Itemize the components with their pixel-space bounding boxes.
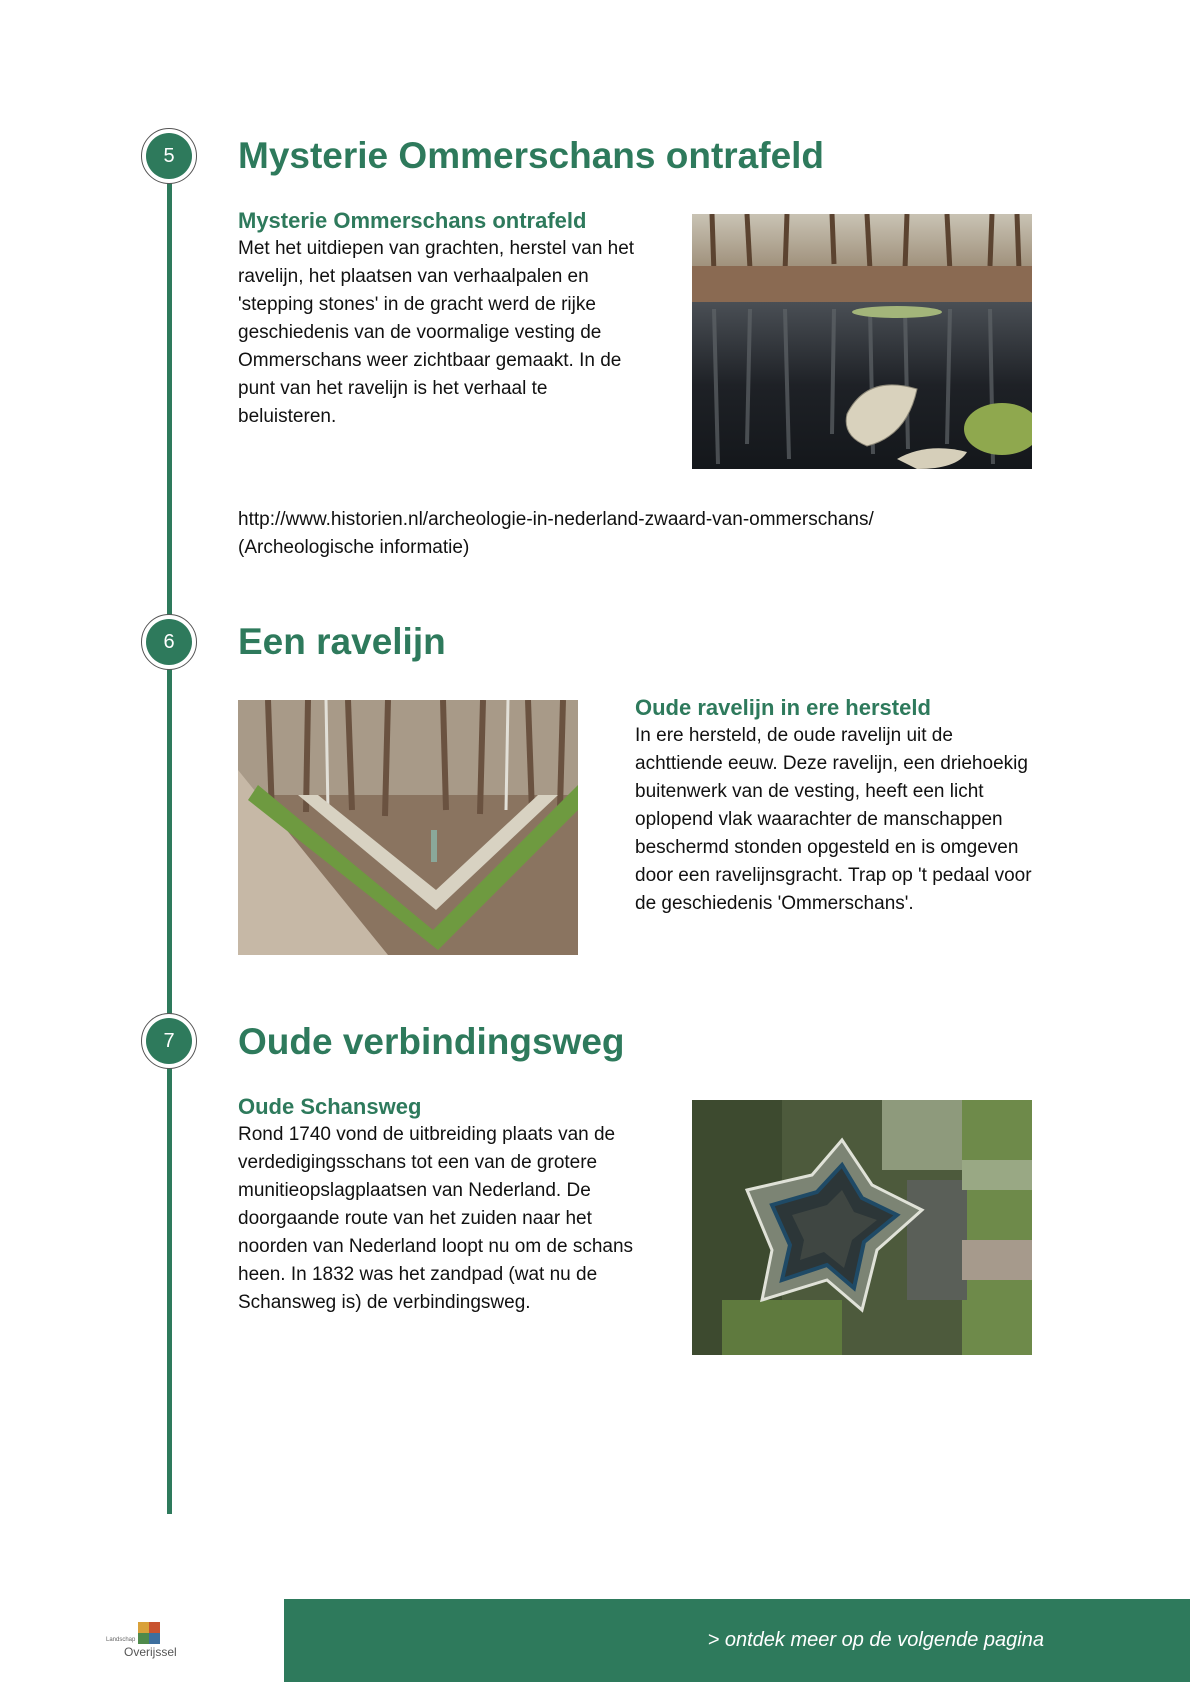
section-text-block — [635, 694, 1035, 918]
logo-text-small: Landschap — [106, 1637, 136, 1643]
step-number: 7 — [146, 1018, 192, 1064]
step-number: 5 — [146, 133, 192, 179]
photo-aerial-fortress — [692, 1100, 1032, 1355]
photo-ravelin — [238, 700, 578, 955]
photo-moat-stepping-stones — [692, 214, 1032, 469]
section-body: In ere hersteld, de oude ravelijn uit de achttiende eeuw. Deze ravelijn, een driehoekig buitenwerk van de vesting, heeft een licht oplopend vlak waarachter de manschappen beschermd stonden opgesteld en is omgeven door een ravelijnsgracht. Trap op 't pedaal voor de geschiedenis 'Ommerschans'. — [635, 725, 1032, 914]
footer-bar — [284, 1599, 1190, 1682]
next-page-hint: > ontdek meer op de volgende pagina — [707, 1629, 1044, 1651]
step-number: 6 — [146, 619, 192, 665]
step-marker-5 — [141, 128, 197, 184]
section-title: Een ravelijn — [238, 621, 446, 662]
logo-emblem-icon — [138, 1622, 160, 1644]
section-subtitle: Oude ravelijn in ere hersteld — [635, 695, 931, 720]
archaeology-link[interactable]: http://www.historien.nl/archeologie-in-nederland-zwaard-van-ommerschans/ — [238, 509, 874, 530]
step-marker-6 — [141, 614, 197, 670]
link-block — [238, 506, 938, 562]
link-note: (Archeologische informatie) — [238, 537, 470, 558]
section-subtitle: Mysterie Ommerschans ontrafeld — [238, 208, 587, 233]
section-title: Mysterie Ommerschans ontrafeld — [238, 135, 825, 176]
section-text-block — [238, 207, 638, 431]
step-marker-7 — [141, 1013, 197, 1069]
section-body: Met het uitdiepen van grachten, herstel van het ravelijn, het plaatsen van verhaalpalen en 'stepping stones' in de gracht werd de rijke geschiedenis van de voormalige vesting de Ommerschans weer zichtbaar gemaakt. In de punt van het ravelijn is het verhaal te beluisteren. — [238, 238, 635, 427]
landschap-overijssel-logo — [106, 1622, 186, 1662]
section-body: Rond 1740 vond de uitbreiding plaats van de verdedigingsschans tot een van de grotere munitieopslagplaatsen van Nederland. De doorgaande route van het zuiden naar het noorden van Nederland loopt nu om de schans heen. In 1832 was het zandpad (wat nu de Schansweg is) de verbindingsweg. — [238, 1124, 634, 1313]
section-title: Oude verbindingsweg — [238, 1021, 625, 1062]
timeline-line — [167, 160, 172, 1514]
section-text-block — [238, 1093, 638, 1317]
logo-text-main: Overijssel — [124, 1645, 177, 1659]
section-subtitle: Oude Schansweg — [238, 1094, 422, 1119]
